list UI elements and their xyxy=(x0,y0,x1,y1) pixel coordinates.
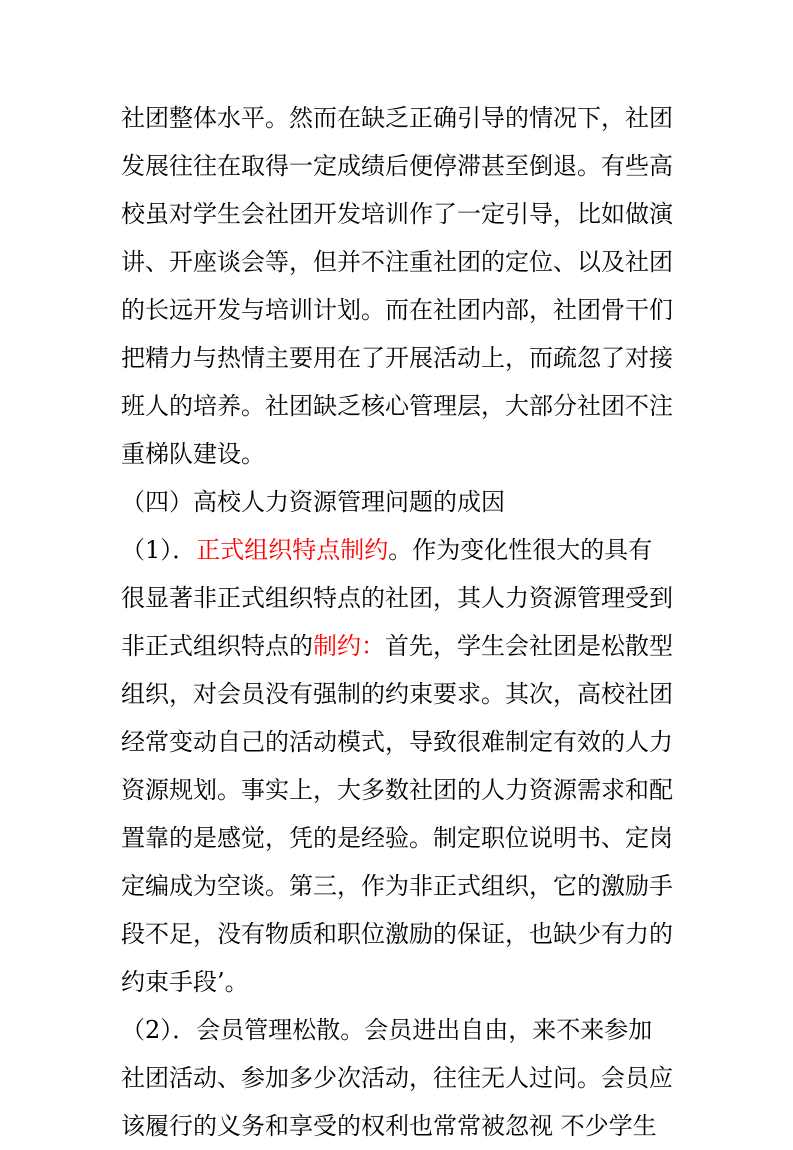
text-segment: 段不足，没有物质和职位激励的保证，也缺少有力的 xyxy=(121,920,673,948)
text-line xyxy=(121,910,681,958)
text-line xyxy=(121,94,681,142)
text-line xyxy=(121,1054,681,1102)
text-line xyxy=(121,622,681,670)
text-segment: （2）．会员管理松散。会员进出自由，来不来参加 xyxy=(121,1016,653,1044)
text-segment: 发展往往在取得一定成绩后便停滞甚至倒退。有些高 xyxy=(121,152,673,180)
text-line xyxy=(121,190,681,238)
text-segment: 置靠的是感觉，凭的是经验。制定职位说明书、定岗 xyxy=(121,824,673,852)
text-segment: 组织，对会员没有强制的约束要求。其次，高校社团 xyxy=(121,680,673,708)
text-segment: 约束手段’。 xyxy=(121,968,249,996)
text-line xyxy=(121,334,681,382)
text-segment: 社团活动、参加多少次活动，往往无人过问。会员应 xyxy=(121,1064,673,1092)
highlighted-text: 正式组织特点制约 xyxy=(196,536,389,564)
text-line xyxy=(121,1006,681,1054)
text-line xyxy=(121,382,681,430)
text-line xyxy=(121,814,681,862)
text-segment: 社团整体水平。然而在缺乏正确引导的情况下，社团 xyxy=(121,104,673,132)
text-segment: 资源规划。事实上，大多数社团的人力资源需求和配 xyxy=(121,776,673,804)
highlighted-text: 制约： xyxy=(313,632,385,660)
text-segment: （四）高校人力资源管理问题的成因 xyxy=(121,488,505,516)
text-line xyxy=(121,958,681,1006)
text-line xyxy=(121,1102,681,1150)
text-line xyxy=(121,238,681,286)
text-segment: （1）． xyxy=(121,536,197,564)
text-line xyxy=(121,670,681,718)
text-segment: 。作为变化性很大的具有 xyxy=(388,536,653,564)
text-segment: 把精力与热情主要用在了开展活动上，而疏忽了对接 xyxy=(121,344,673,372)
text-segment: 该履行的义务和享受的权利也常常被忽视 不少学生 xyxy=(121,1112,657,1140)
text-line xyxy=(121,766,681,814)
text-segment: 讲、开座谈会等，但并不注重社团的定位、以及社团 xyxy=(121,248,673,276)
text-segment: 班人的培养。社团缺乏核心管理层，大部分社团不注 xyxy=(121,392,673,420)
text-segment: 很显著非正式组织特点的社团，其人力资源管理受到 xyxy=(121,584,673,612)
text-segment: 非正式组织特点的 xyxy=(121,632,313,660)
text-segment: 经常变动自己的活动模式，导致很难制定有效的人力 xyxy=(121,728,673,756)
text-line xyxy=(121,142,681,190)
text-segment: 重梯队建设。 xyxy=(121,440,265,468)
text-line xyxy=(121,526,681,574)
text-segment: 定编成为空谈。第三，作为非正式组织，它的激励手 xyxy=(121,872,673,900)
text-line xyxy=(121,286,681,334)
text-line xyxy=(121,862,681,910)
text-line xyxy=(121,718,681,766)
text-line xyxy=(121,430,681,478)
text-segment: 校虽对学生会社团开发培训作了一定引导，比如做演 xyxy=(121,200,673,228)
text-line xyxy=(121,574,681,622)
text-segment: 首先，学生会社团是松散型 xyxy=(385,632,673,660)
body-text xyxy=(121,94,681,1150)
text-line xyxy=(121,478,681,526)
text-segment: 的长远开发与培训计划。而在社团内部，社团骨干们 xyxy=(121,296,673,324)
